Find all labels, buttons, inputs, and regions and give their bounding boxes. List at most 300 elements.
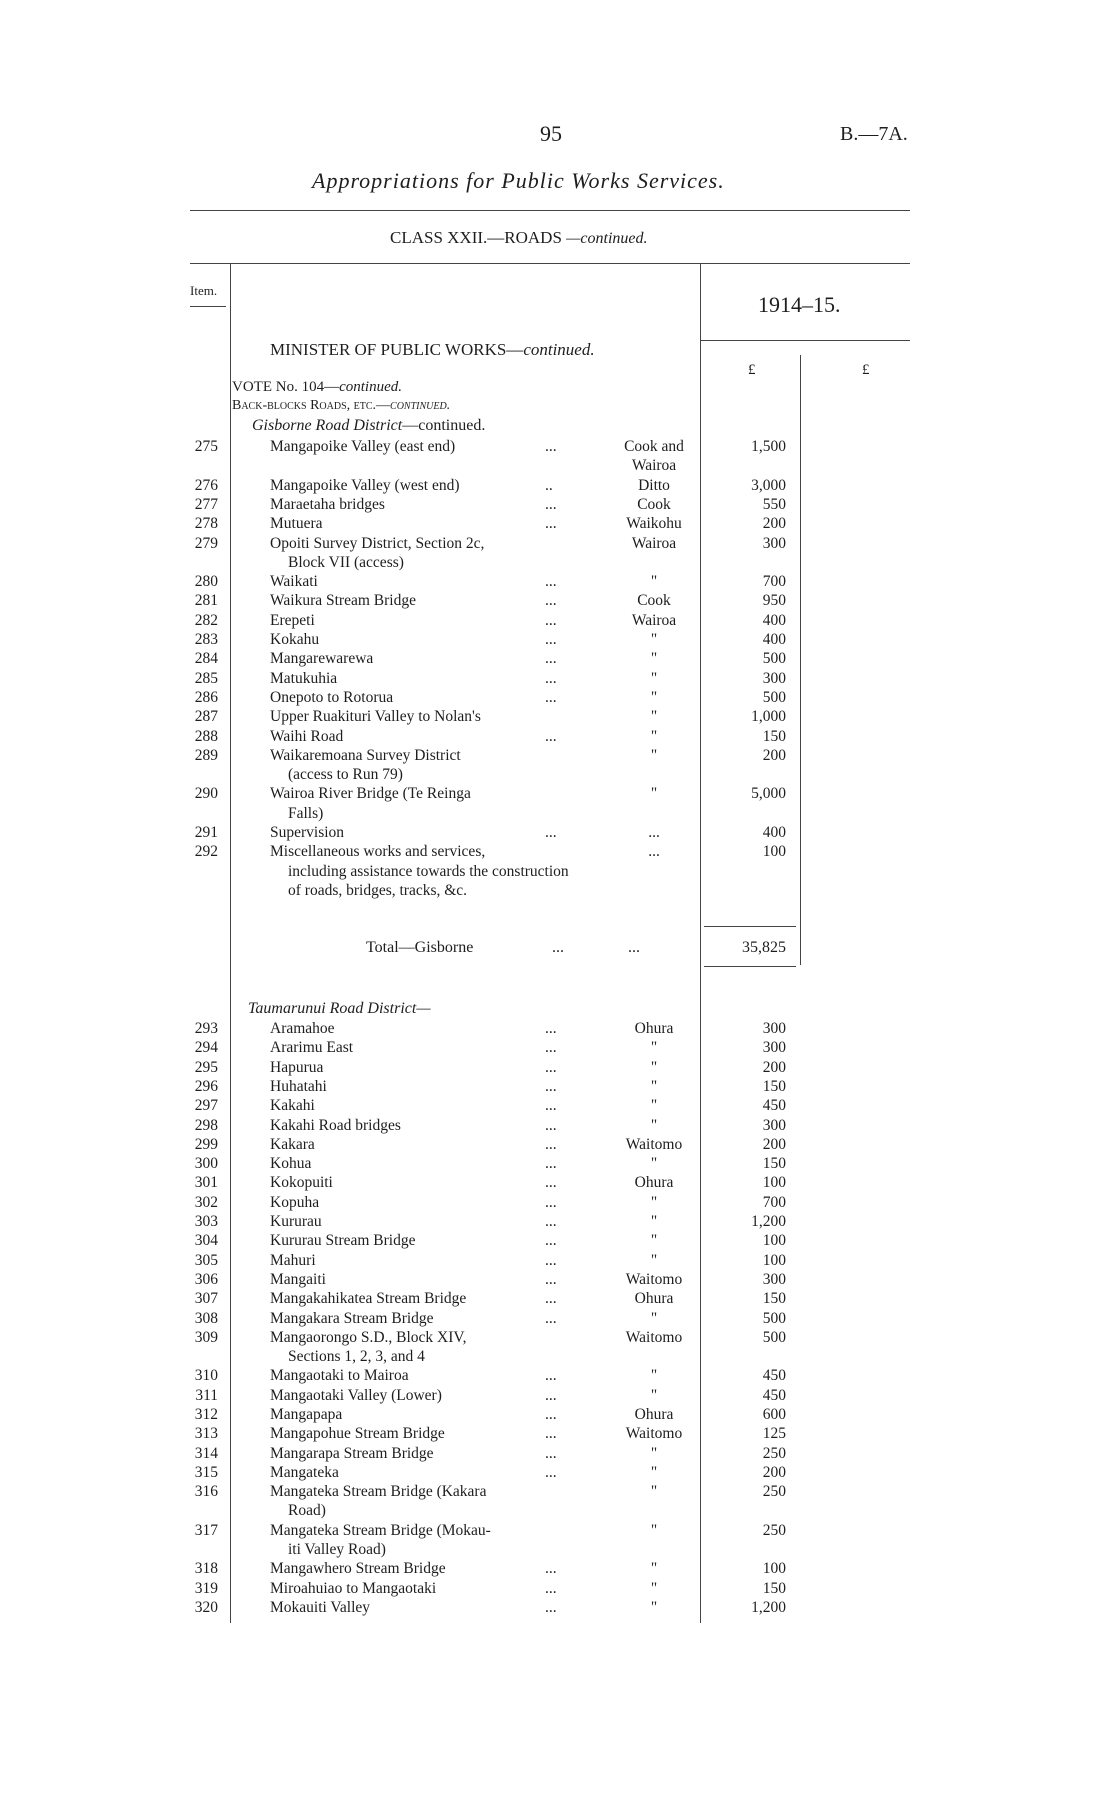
leader-dots: ...: [545, 1135, 557, 1153]
item-number: 286: [194, 688, 218, 706]
total-dots-2: ...: [628, 939, 640, 956]
item-description-text: Waikaremoana Survey District: [270, 746, 461, 764]
item-description: [270, 823, 570, 842]
item-number: 303: [194, 1213, 218, 1230]
item-number: 298: [194, 1116, 218, 1134]
leader-dots: ...: [545, 495, 557, 513]
item-description-text: Mangaorongo S.D., Block XIV,: [270, 1328, 467, 1346]
item-number: 278: [194, 515, 218, 533]
vote-text: VOTE No. 104—: [232, 379, 340, 395]
minister-heading: [270, 340, 595, 360]
item-description-text: Mangaotaki to Mairoa: [270, 1367, 409, 1385]
item-location: Waitomo: [625, 1270, 683, 1288]
item-description-text: Kakahi: [270, 1097, 315, 1115]
item-amount: 150: [762, 727, 786, 745]
item-description: [270, 1579, 570, 1598]
gisborne-district-continued: —continued.: [402, 417, 486, 434]
leader-dots: ...: [545, 1058, 557, 1076]
leader-dots: ...: [545, 1579, 557, 1597]
item-amount: 1,200: [751, 1599, 786, 1616]
item-description: [270, 1154, 570, 1173]
item-location: ": [650, 1232, 658, 1250]
item-number: 318: [194, 1560, 218, 1578]
leader-dots: ...: [545, 592, 557, 610]
item-number: 304: [194, 1232, 218, 1250]
leader-dots: ...: [545, 1425, 557, 1443]
leader-dots: ...: [545, 650, 557, 668]
item-amount: 300: [762, 1116, 786, 1134]
item-amount: 150: [762, 1579, 786, 1597]
item-description-text: Kururau Stream Bridge: [270, 1232, 416, 1250]
item-description: [270, 572, 570, 591]
item-description-text: Kopuha: [270, 1193, 320, 1211]
year-header-rule: [700, 340, 910, 341]
item-description-text: Maraetaha bridges: [270, 495, 385, 513]
leader-dots: ...: [545, 824, 557, 841]
leader-dots: ...: [545, 1077, 557, 1095]
item-number: 317: [194, 1521, 218, 1539]
total-amount: 35,825: [742, 939, 786, 956]
leader-dots: ...: [545, 1232, 557, 1250]
backblocks-heading: [232, 398, 450, 414]
gisborne-district-text: Gisborne Road District: [252, 417, 403, 434]
item-number: 315: [194, 1463, 218, 1481]
item-description: [270, 1058, 570, 1077]
item-description: [270, 784, 570, 823]
minister-text: MINISTER OF PUBLIC WORKS—: [270, 340, 524, 359]
item-description-text: Matukuhia: [270, 669, 338, 687]
class-title: [390, 228, 648, 248]
leader-dots: ...: [545, 1386, 557, 1404]
item-location: ": [650, 1309, 658, 1327]
item-location: ": [650, 1155, 658, 1173]
leader-dots: ...: [545, 611, 557, 629]
item-description: [270, 1521, 570, 1560]
item-location: Cook: [637, 592, 671, 610]
year-column-header: 1914–15.: [758, 292, 841, 317]
item-description-text: Upper Ruakituri Valley to Nolan's: [270, 708, 481, 726]
item-description-continuation: Falls): [288, 804, 324, 822]
leader-dots: ...: [545, 1097, 557, 1115]
item-location: Waikohu: [626, 515, 682, 533]
item-description-text: Kokahu: [270, 631, 320, 648]
item-description: [270, 1386, 570, 1405]
item-description-text: Hapurua: [270, 1058, 324, 1076]
item-description-text: Mangateka Stream Bridge (Mokau-: [270, 1521, 491, 1539]
item-number: 279: [194, 534, 218, 552]
item-description-text: Opoiti Survey District, Section 2c,: [270, 534, 485, 552]
item-amount: 100: [762, 1560, 786, 1578]
item-amount: 100: [762, 1174, 786, 1192]
item-location: ": [650, 746, 658, 764]
item-description-text: Mangakara Stream Bridge: [270, 1309, 434, 1327]
item-number: 319: [194, 1579, 218, 1597]
item-amount: 100: [762, 843, 786, 861]
item-description: [270, 495, 570, 514]
leader-dots: ...: [545, 669, 557, 687]
item-description: [270, 476, 570, 495]
item-description: [270, 1270, 570, 1289]
item-description: [270, 1096, 570, 1115]
item-number: 296: [194, 1077, 218, 1095]
item-description: [270, 727, 570, 746]
item-location: Ohura: [634, 1290, 674, 1308]
item-description-text: Mangaotaki Valley (Lower): [270, 1386, 442, 1404]
vote-heading: [232, 379, 402, 396]
item-description: [270, 514, 570, 533]
item-description: [270, 707, 570, 726]
item-amount: 200: [762, 746, 786, 764]
item-description-text: Huhatahi: [270, 1077, 327, 1095]
item-description-text: Kakara: [270, 1135, 315, 1153]
item-number: 316: [194, 1483, 218, 1501]
item-location: ": [650, 1097, 658, 1115]
item-amount: 300: [762, 1039, 786, 1057]
item-number: 300: [194, 1155, 218, 1173]
item-number: 305: [194, 1251, 218, 1269]
item-amount: 5,000: [751, 785, 786, 803]
item-description-text: Mangateka Stream Bridge (Kakara: [270, 1483, 487, 1501]
item-number: 276: [194, 476, 218, 494]
item-description: [270, 1559, 570, 1578]
item-amount: 600: [762, 1406, 786, 1423]
item-description-text: Mangarewarewa: [270, 650, 374, 668]
leader-dots: ...: [545, 1599, 557, 1616]
leader-dots: ...: [545, 1039, 557, 1057]
item-location: ": [650, 631, 658, 648]
item-description-text: Waikati: [270, 573, 318, 591]
item-description-continuation: Sections 1, 2, 3, and 4: [288, 1348, 425, 1366]
item-description-text: Mangapoike Valley (east end): [270, 438, 456, 455]
item-location: ": [650, 1039, 658, 1057]
item-number: 306: [194, 1270, 218, 1288]
item-description-text: Miroahuiao to Mangaotaki: [270, 1579, 437, 1597]
item-description-text: Mokauiti Valley: [270, 1599, 371, 1616]
page-number: 95: [540, 121, 562, 146]
item-number: 308: [194, 1309, 218, 1327]
class-title-text: CLASS XXII.—ROADS: [390, 228, 562, 247]
item-amount: 950: [762, 592, 786, 610]
item-description-text: Waikura Stream Bridge: [270, 592, 416, 610]
leader-dots: ...: [545, 573, 557, 591]
leader-dots: ...: [545, 631, 557, 648]
item-number: 313: [194, 1425, 218, 1443]
item-location: ": [650, 1560, 658, 1578]
item-description: [270, 842, 570, 900]
item-description-text: Mangateka: [270, 1463, 339, 1481]
item-description: [270, 688, 570, 707]
title-rule: [190, 210, 910, 211]
item-number: 275: [194, 438, 218, 455]
class-title-continued: —continued.: [566, 230, 648, 247]
item-description-text: Mangarapa Stream Bridge: [270, 1444, 434, 1462]
item-amount: 500: [762, 1309, 786, 1327]
item-location: ": [650, 1116, 658, 1134]
item-amount: 450: [762, 1386, 786, 1404]
item-amount: 100: [762, 1232, 786, 1250]
leader-dots: ...: [545, 515, 557, 533]
item-number: 293: [194, 1020, 218, 1037]
leader-dots: ...: [545, 1251, 557, 1269]
item-location: ": [650, 1193, 658, 1211]
item-amount: 100: [762, 1251, 786, 1269]
item-number: 294: [194, 1039, 218, 1057]
page-title: Appropriations for Public Works Services.: [312, 168, 725, 193]
item-description-continuation: Block VII (access): [288, 553, 404, 571]
item-number: 314: [194, 1444, 218, 1462]
item-number: 320: [194, 1599, 218, 1616]
item-amount: 3,000: [751, 476, 786, 494]
item-description-continuation: Road): [288, 1502, 326, 1520]
item-description: [270, 1289, 570, 1308]
item-amount: 300: [762, 1020, 786, 1037]
item-amount: 250: [762, 1483, 786, 1501]
item-description-text: Kohua: [270, 1155, 312, 1173]
item-amount: 450: [762, 1097, 786, 1115]
leader-dots: ..: [545, 476, 553, 494]
item-description: [270, 746, 570, 785]
item-description: [270, 1135, 570, 1154]
item-description: [270, 1173, 570, 1192]
leader-dots: ...: [545, 1270, 557, 1288]
item-location: Wairoa: [631, 534, 677, 552]
item-description-text: Kakahi Road bridges: [270, 1116, 401, 1134]
item-number: 295: [194, 1058, 218, 1076]
leader-dots: ...: [545, 1560, 557, 1578]
item-location: ": [650, 1251, 658, 1269]
item-location: ": [650, 708, 658, 726]
item-location: ": [650, 785, 658, 803]
item-location: Waitomo: [625, 1425, 683, 1443]
item-description-text: Kururau: [270, 1213, 322, 1230]
item-amount: 450: [762, 1367, 786, 1385]
item-number: 280: [194, 573, 218, 591]
leader-dots: ...: [545, 1290, 557, 1308]
item-number: 288: [194, 727, 218, 745]
leader-dots: ...: [545, 438, 557, 455]
item-column-rule: [230, 263, 231, 1623]
item-amount: 500: [762, 650, 786, 668]
item-number: 297: [194, 1097, 218, 1115]
item-amount: 400: [762, 611, 786, 629]
item-amount: 150: [762, 1290, 786, 1308]
leader-dots: ...: [545, 727, 557, 745]
item-location: ": [650, 669, 658, 687]
item-number: 301: [194, 1174, 218, 1192]
item-amount: 400: [762, 631, 786, 648]
item-number: 285: [194, 669, 218, 687]
item-description-text: Supervision: [270, 824, 345, 841]
item-location: ": [650, 1058, 658, 1076]
leader-dots: ...: [545, 1406, 557, 1423]
item-number: 289: [194, 746, 218, 764]
item-description-continuation: including assistance towards the construction of roads, bridges, tracks, &c.: [288, 862, 569, 899]
item-description-text: Erepeti: [270, 611, 315, 629]
item-column-header: Item.: [190, 283, 218, 298]
item-location: ...: [648, 843, 660, 861]
item-amount: 300: [762, 534, 786, 552]
item-description-text: Miscellaneous works and services,: [270, 843, 486, 861]
gisborne-district-heading: [252, 417, 485, 435]
leader-dots: ...: [545, 1309, 557, 1327]
item-description: [270, 630, 570, 649]
leader-dots: ...: [545, 1020, 557, 1037]
item-description-text: Onepoto to Rotorua: [270, 688, 394, 706]
item-description: [270, 649, 570, 668]
item-location: Cook and Wairoa: [624, 438, 684, 475]
item-description: [270, 1366, 570, 1385]
taumarunui-district-heading: Taumarunui Road District—: [248, 1000, 431, 1017]
item-description: [270, 1116, 570, 1135]
item-amount: 300: [762, 1270, 786, 1288]
item-number: 282: [194, 611, 218, 629]
item-location: ": [650, 573, 658, 591]
backblocks-text: Back-blocks Roads, etc.—: [232, 398, 391, 413]
item-description-text: Mangakahikatea Stream Bridge: [270, 1290, 467, 1308]
item-amount: 1,000: [751, 708, 786, 726]
item-description: [270, 1251, 570, 1270]
item-amount: 1,200: [751, 1213, 786, 1230]
item-amount: 250: [762, 1444, 786, 1462]
item-description: [270, 534, 570, 573]
item-amount: 200: [762, 1058, 786, 1076]
item-description: [270, 669, 570, 688]
amount-column-rule: [800, 355, 801, 965]
leader-dots: ...: [545, 1116, 557, 1134]
item-number: 307: [194, 1290, 218, 1308]
item-location: ": [650, 1521, 658, 1539]
item-description: [270, 1212, 570, 1231]
item-number: 311: [195, 1386, 218, 1404]
item-description-text: Mutuera: [270, 515, 323, 533]
item-number: 302: [194, 1193, 218, 1211]
item-location: ": [650, 1367, 658, 1385]
item-location: Ditto: [638, 476, 670, 494]
leader-dots: ...: [545, 1155, 557, 1173]
leader-dots: ...: [545, 1193, 557, 1211]
item-location: ": [650, 650, 658, 668]
total-label: Total—Gisborne: [366, 939, 474, 956]
item-description: [270, 1463, 570, 1482]
backblocks-continued: continued.: [390, 398, 451, 413]
item-amount: 200: [762, 1463, 786, 1481]
item-number: 290: [194, 785, 218, 803]
total-dots-1: ...: [552, 939, 564, 956]
item-location: ": [650, 1386, 658, 1404]
leader-dots: ...: [545, 1463, 557, 1481]
item-description-text: Waihi Road: [270, 727, 344, 745]
item-amount: 150: [762, 1077, 786, 1095]
item-number: 292: [194, 843, 218, 861]
table-top-rule: [190, 263, 910, 264]
item-description: [270, 1424, 570, 1443]
item-description: [270, 1019, 570, 1038]
item-number: 277: [194, 495, 218, 513]
item-number: 283: [194, 631, 218, 648]
pound-column-header-2: £: [862, 362, 870, 378]
item-number: 310: [194, 1367, 218, 1385]
item-description-text: Mahuri: [270, 1251, 316, 1269]
leader-dots: ...: [545, 688, 557, 706]
item-number: 284: [194, 650, 218, 668]
item-location: Ohura: [634, 1174, 674, 1192]
item-description: [270, 1444, 570, 1463]
item-description: [270, 1231, 570, 1250]
item-number: 281: [194, 592, 218, 610]
item-amount: 700: [762, 573, 786, 591]
document-reference: B.—7A.: [840, 123, 908, 145]
item-amount: 200: [762, 1135, 786, 1153]
leader-dots: ...: [545, 1367, 557, 1385]
item-description: [270, 1598, 570, 1617]
item-description-continuation: (access to Run 79): [288, 766, 403, 784]
item-description-text: Aramahoe: [270, 1020, 335, 1037]
item-location: ": [650, 1579, 658, 1597]
item-amount: 150: [762, 1155, 786, 1173]
item-location: ": [650, 1599, 658, 1616]
item-description: [270, 1038, 570, 1057]
item-location: ": [650, 1213, 658, 1230]
total-top-rule: [704, 926, 796, 927]
item-number: 312: [194, 1406, 218, 1423]
item-amount: 250: [762, 1521, 786, 1539]
item-description-text: Mangaiti: [270, 1270, 326, 1288]
item-description: [270, 1482, 570, 1521]
item-location: Ohura: [634, 1020, 674, 1037]
item-description: [270, 1077, 570, 1096]
total-bottom-rule: [704, 966, 796, 967]
item-location: Wairoa: [631, 611, 677, 629]
item-number: 299: [194, 1135, 218, 1153]
leader-dots: ...: [545, 1174, 557, 1192]
location-column-rule: [700, 263, 701, 1623]
item-amount: 400: [762, 824, 786, 841]
item-location: ": [650, 1483, 658, 1501]
item-description: [270, 611, 570, 630]
item-description: [270, 437, 570, 456]
item-amount: 500: [762, 1328, 786, 1346]
item-location: Waitomo: [625, 1135, 683, 1153]
item-location: Ohura: [634, 1406, 674, 1423]
item-amount: 550: [762, 495, 786, 513]
item-location: ": [650, 688, 658, 706]
item-amount: 700: [762, 1193, 786, 1211]
item-description-continuation: iti Valley Road): [288, 1541, 386, 1559]
item-amount: 200: [762, 515, 786, 533]
item-location: ": [650, 727, 658, 745]
item-description: [270, 1309, 570, 1328]
item-location: ": [650, 1463, 658, 1481]
item-number: 287: [194, 708, 218, 726]
item-amount: 125: [762, 1425, 786, 1443]
item-description: [270, 1193, 570, 1212]
item-description-text: Mangapohue Stream Bridge: [270, 1425, 445, 1443]
item-description-text: Mangapapa: [270, 1406, 343, 1423]
leader-dots: ...: [545, 1213, 557, 1230]
item-description: [270, 591, 570, 610]
item-location: ": [650, 1444, 658, 1462]
leader-dots: ...: [545, 1444, 557, 1462]
item-amount: 1,500: [751, 438, 786, 455]
item-description: [270, 1328, 570, 1367]
item-description-text: Wairoa River Bridge (Te Reinga: [270, 785, 471, 803]
minister-continued: continued.: [523, 340, 595, 359]
item-location: ": [650, 1077, 658, 1095]
item-number: 291: [194, 824, 218, 841]
item-description: [270, 1405, 570, 1424]
item-location: Cook: [637, 495, 671, 513]
vote-continued: continued.: [339, 379, 402, 395]
